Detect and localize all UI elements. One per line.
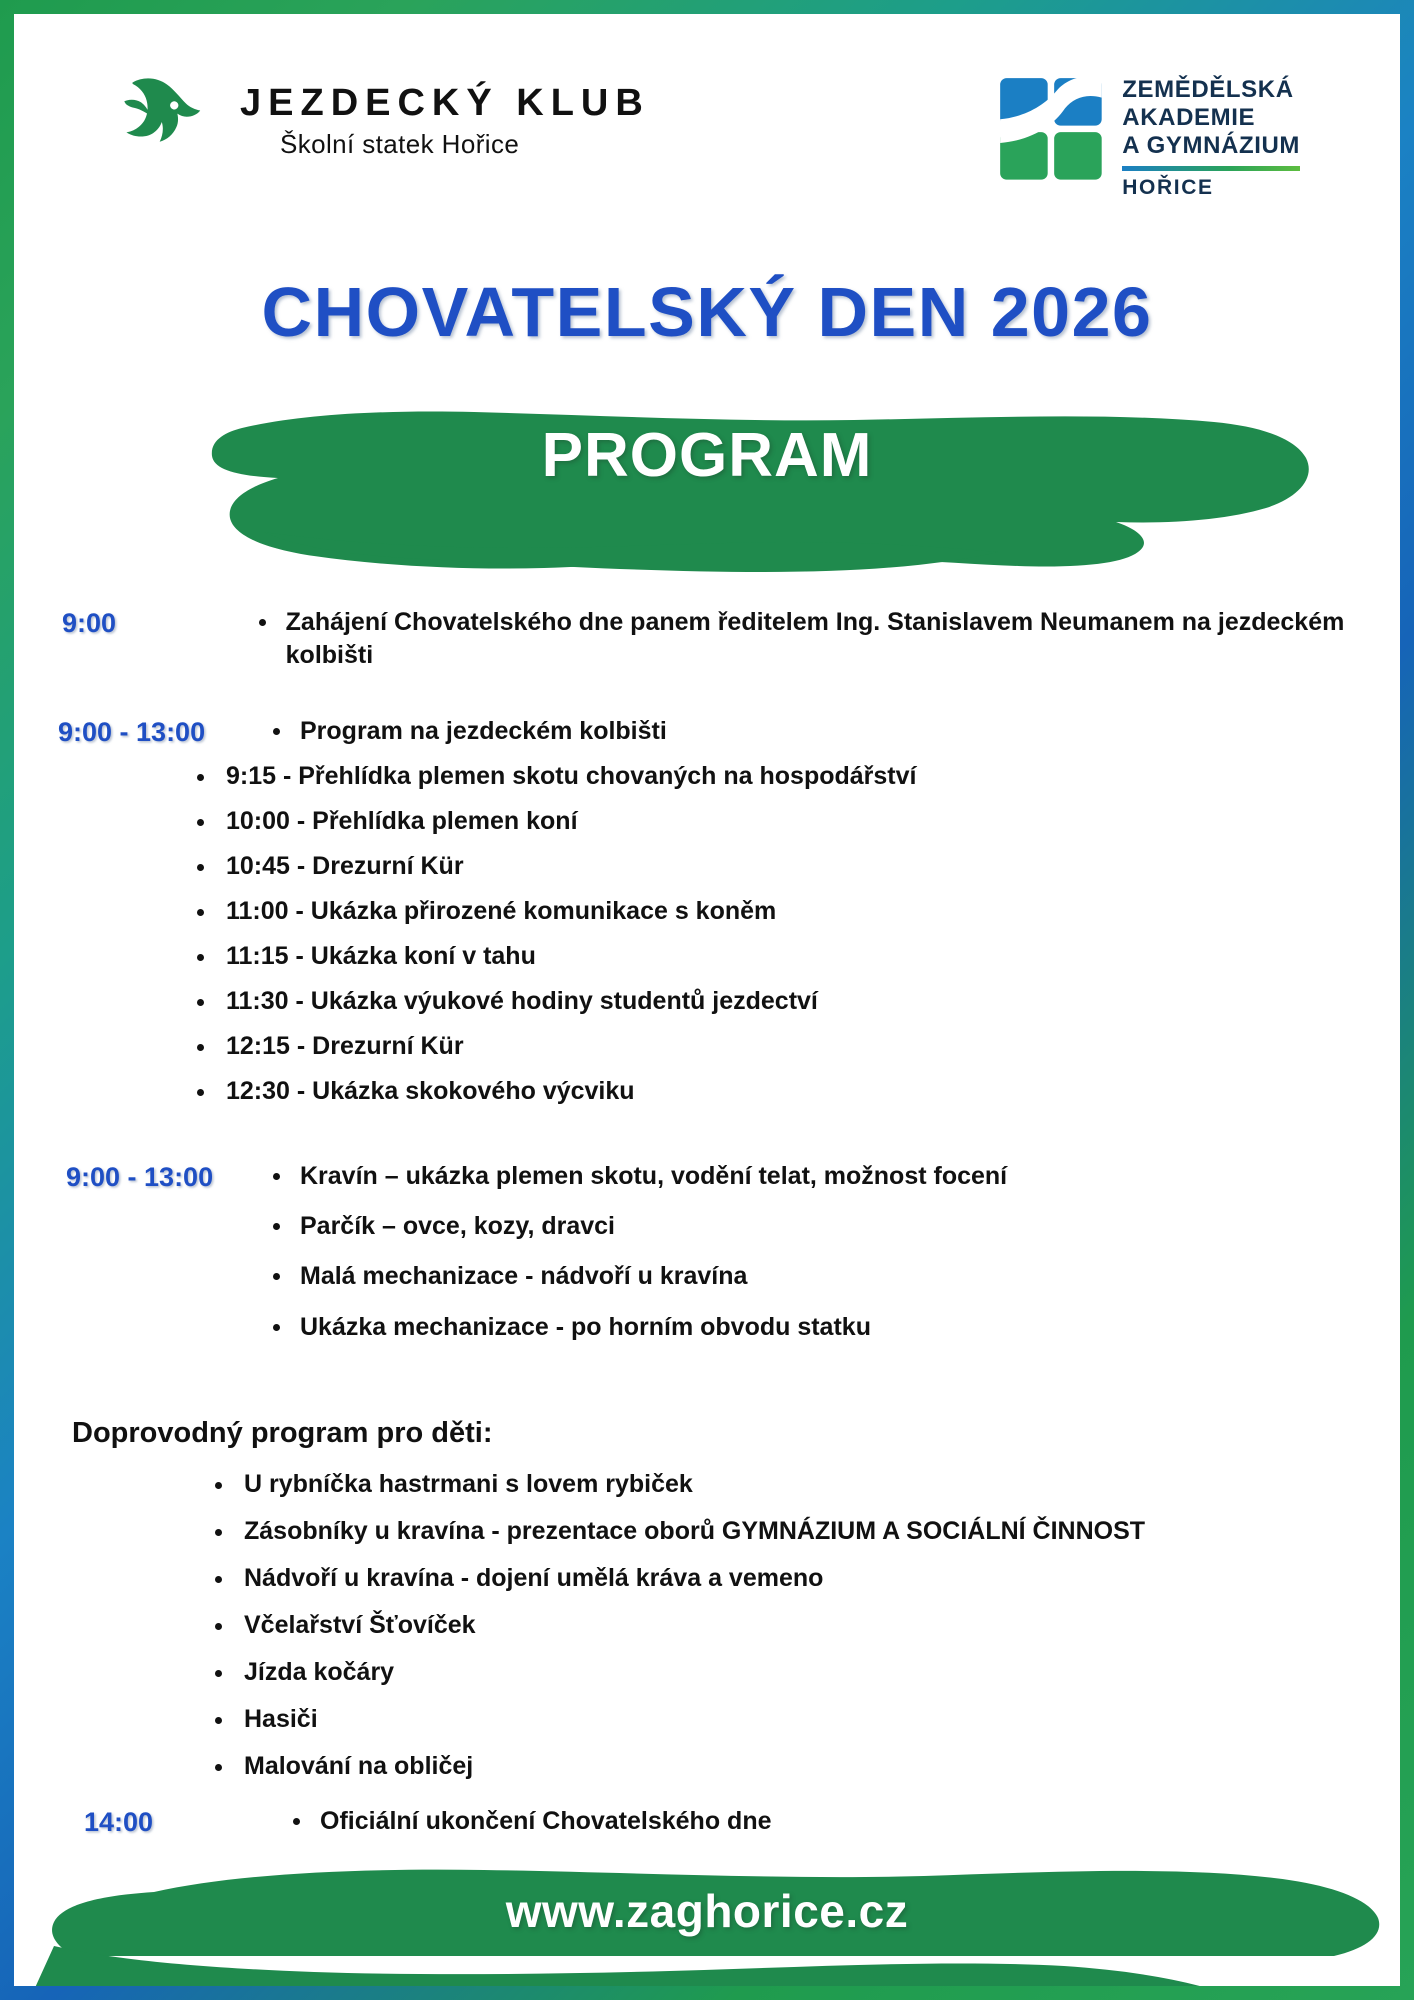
program-block-opening-items: [254, 606, 1358, 675]
list-item: • 9:15 - Přehlídka plemen skotu chovaných na hospodářství: [218, 764, 1358, 789]
list-item: • Nádvoří u kravína - dojení umělá kráva a vemeno: [236, 1566, 1358, 1591]
list-item: • Hasiči: [236, 1707, 1358, 1732]
kids-program-heading: Doprovodný program pro děti:: [72, 1416, 493, 1449]
program-banner: [14, 382, 1400, 582]
program-block-farm-items: [268, 1160, 1007, 1361]
list-item: • 12:15 - Drezurní Kür: [218, 1034, 1358, 1059]
list-item: • Malá mechanizace - nádvoří u kravína: [294, 1260, 1007, 1293]
program-time-0900-1300-arena: 9:00 - 13:00: [58, 716, 206, 747]
program-content: [14, 606, 1400, 1986]
kids-program-items: [56, 1469, 1358, 1780]
page-title: CHOVATELSKÝ DEN 2026: [261, 273, 1153, 351]
program-block-farm: [56, 1160, 1358, 1361]
program-time-1400: 14:00: [84, 1806, 154, 1837]
poster-header: [14, 60, 1400, 210]
school-city: HOŘICE: [1122, 176, 1214, 200]
list-item: • Program na jezdeckém kolbišti: [294, 715, 667, 748]
school-wave-logo-icon: [998, 76, 1106, 184]
program-block-arena-items: [268, 715, 667, 750]
list-item: • Zásobníky u kravína - prezentace oborů GYMNÁZIUM A SOCIÁLNÍ ČINNOST: [236, 1519, 1358, 1544]
list-item: • Včelařství Šťovíček: [236, 1613, 1358, 1638]
website-url[interactable]: www.zaghorice.cz: [505, 1885, 909, 1937]
program-time-0900-1300-farm: 9:00 - 13:00: [66, 1161, 214, 1192]
club-subtitle: Školní statek Hořice: [280, 129, 520, 160]
school-name-line-3: A GYMNÁZIUM: [1122, 131, 1300, 159]
list-item: • Zahájení Chovatelského dne panem ředitelem Ing. Stanislavem Neumanem na jezdeckém kolbišti: [280, 606, 1358, 673]
list-item: • 11:30 - Ukázka výukové hodiny studentů jezdectví: [218, 989, 1358, 1014]
poster-footer: [14, 1826, 1400, 1986]
list-item: • 12:30 - Ukázka skokového výcviku: [218, 1079, 1358, 1104]
list-item: • 10:45 - Drezurní Kür: [218, 854, 1358, 879]
program-block-opening: [56, 606, 1358, 675]
list-item: • Jízda kočáry: [236, 1660, 1358, 1685]
club-name: JEZDECKÝ KLUB: [240, 81, 650, 124]
school-name-line-2: AKADEMIE: [1122, 103, 1256, 131]
jezdecky-klub-logo: [114, 70, 650, 174]
list-item: • 11:00 - Ukázka přirozené komunikace s koněm: [218, 899, 1358, 924]
school-logo-divider: [1122, 166, 1300, 171]
poster-sheet: [14, 14, 1400, 1986]
program-banner-label: PROGRAM: [541, 421, 873, 490]
program-arena-schedule: [56, 761, 1358, 1105]
horse-head-icon: [114, 70, 222, 174]
list-item: • 10:00 - Přehlídka plemen koní: [218, 809, 1358, 834]
list-item: • Parčík – ovce, kozy, dravci: [294, 1210, 1007, 1243]
list-item: • Malování na obličej: [236, 1754, 1358, 1779]
program-time-0900: 9:00: [62, 608, 117, 638]
list-item: • Oficiální ukončení Chovatelského dne: [314, 1805, 772, 1838]
program-block-arena: [56, 715, 1358, 750]
zemedelska-akademie-logo: [998, 76, 1300, 200]
list-item: • 11:15 - Ukázka koní v tahu: [218, 944, 1358, 969]
list-item: • U rybníčka hastrmani s lovem rybiček: [236, 1472, 1358, 1497]
list-item: • Ukázka mechanizace - po horním obvodu statku: [294, 1311, 1007, 1344]
school-name-line-1: ZEMĚDĚLSKÁ: [1122, 76, 1294, 103]
list-item: • Kravín – ukázka plemen skotu, vodění telat, možnost focení: [294, 1160, 1007, 1193]
